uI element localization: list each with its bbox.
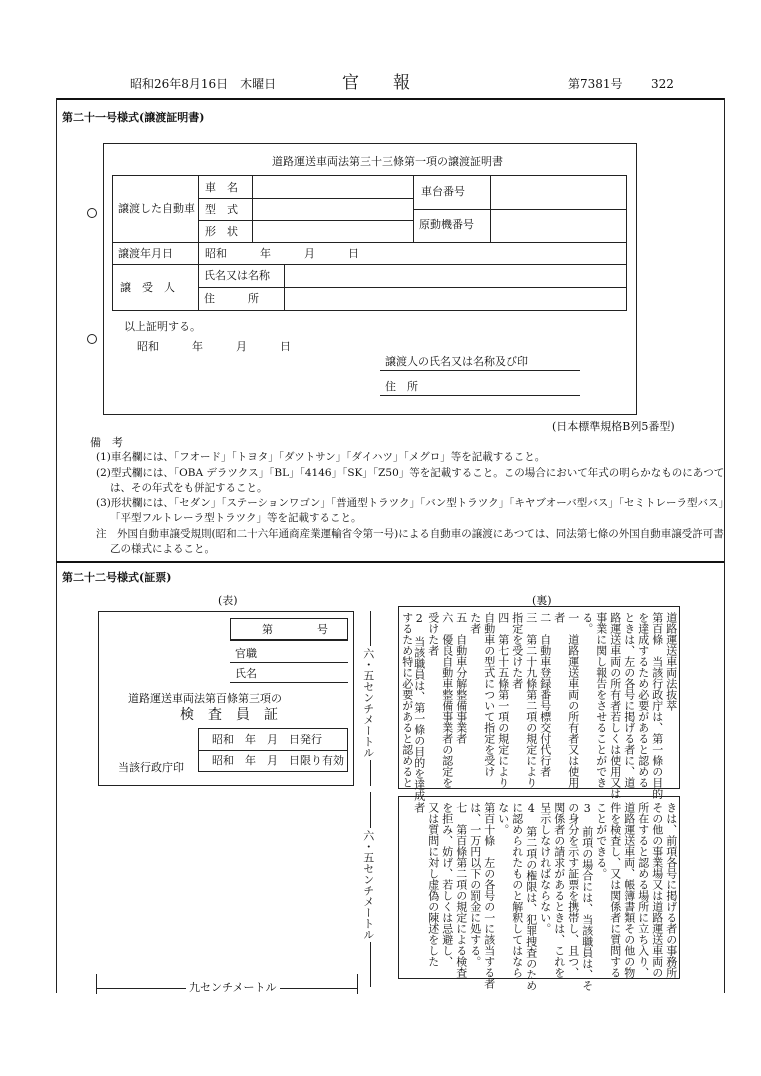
- model-label: 型 式: [205, 203, 238, 216]
- form22-title: 第二十二号様式(証票): [62, 571, 172, 584]
- notes-heading: 備 考: [90, 436, 123, 449]
- back-col1-line: を達成するため必要があると認める: [636, 612, 650, 788]
- back-col2-line: 4 第二項の権限は、犯罪捜査のため: [524, 802, 538, 991]
- note-line: 注 外国自動車譲受規則(昭和二十六年通商産業運輸省令第一号)による自動車の譲渡にあつては、同法第七條の外国自動車譲受許可書: [96, 528, 724, 540]
- back-col2-line: ない。: [496, 802, 510, 835]
- back-col1-line: するため特に必要があると認めると: [400, 612, 414, 788]
- back-col2-line: ことができる。: [594, 802, 608, 879]
- note-line: (3)形状欄には、「セダン」「ステーションワゴン」「普通型トラツク」「バン型トラツク」「キヤブオーバ型バス」「セミトレーラ型バス」: [96, 497, 730, 509]
- back-col2-line: 第百十條 左の各号の一に該当する者: [482, 802, 496, 989]
- back-col2-line: 呈示しなければならない。: [538, 802, 552, 934]
- punch-hole-icon: [87, 208, 97, 218]
- front-label: (表): [218, 594, 238, 607]
- table-rule: [198, 175, 199, 311]
- note-line: (2)型式欄には、「OBA デラツクス」「BL」「4146」「SK」「Z50」等を記載すること。この場合において年式の明らかなものにあつて: [96, 467, 725, 479]
- header-page: 322: [651, 77, 674, 91]
- back-col2-line: 関係者の請求があるときは、これを: [552, 802, 566, 978]
- card-name: 氏名: [235, 667, 257, 680]
- punch-hole-icon: [87, 334, 97, 344]
- note-line: 乙の様式によること。: [110, 543, 215, 555]
- transferor-label: 譲渡人の氏名又は名称及び印: [385, 355, 528, 368]
- back-col2-line: 件を検査し、又は関係者に質問する: [608, 802, 622, 978]
- page-border-right: [724, 98, 725, 993]
- back-col1-line: 二 自動車登録番号標交付代行者: [538, 612, 552, 777]
- back-col1-line: 一 道路運送車両の所有者又は使用: [566, 612, 580, 788]
- table-rule: [198, 198, 413, 199]
- back-col2-line: 3 前項の場合には、当該職員は、そ: [580, 802, 594, 991]
- back-col1-line: 指定を受けた者: [510, 612, 524, 689]
- card-rule: [230, 662, 348, 663]
- table-rule: [198, 287, 627, 288]
- back-col1-line: 路運送車両の所有者若しくは使用又は: [608, 612, 622, 799]
- form21-table: [112, 175, 627, 311]
- back-col2-line: その他の事業場又は道路運送車両の: [650, 802, 664, 978]
- size-note: (日本標準規格B列5番型): [552, 420, 675, 433]
- transferor-address: 住 所: [385, 380, 418, 393]
- table-rule: [198, 220, 413, 221]
- dimension-tick: [357, 974, 358, 994]
- back-col1-line: る。: [580, 612, 594, 634]
- address-line: [380, 395, 580, 396]
- back-col1-line: 六 優良自動車整備事業者の認定を: [440, 612, 454, 788]
- back-col2-line: 者: [412, 802, 426, 813]
- back-col2-line: 又は質問に対し虚偽の陳述をした: [426, 802, 440, 967]
- back-col1-line: 自動車の型式について指定を受け: [482, 612, 496, 777]
- card-number: 第 号: [262, 623, 328, 636]
- form21-title: 第二十一号様式(譲渡証明書): [62, 111, 205, 124]
- back-col1-line: 者: [552, 612, 566, 623]
- header-date: 昭和26年8月16日 木曜日: [130, 77, 277, 91]
- header-rule: [56, 98, 724, 100]
- transfer-date-label: 譲渡年月日: [118, 247, 173, 260]
- back-col1-line: 事業に関し報告をさせることができ: [594, 612, 608, 788]
- card-rule: [198, 750, 348, 751]
- note-line: は、その年式をも併記すること。: [110, 482, 268, 494]
- table-rule: [284, 264, 285, 311]
- back-col2-line: 所在すると認める場所に立ち入り、: [636, 802, 650, 978]
- back-col1-line: 道路運送車両法抜萃: [664, 612, 678, 711]
- table-rule: [112, 264, 627, 265]
- dim-width-label: 九センチメートル: [186, 982, 280, 993]
- vehicle-label: 譲渡した自動車: [118, 202, 195, 215]
- back-col1-line: た者: [468, 612, 482, 634]
- address-label: 住 所: [204, 292, 259, 305]
- certify-text: 以上証明する。: [124, 320, 201, 333]
- back-col1-line: 五 自動車分解整備事業者: [454, 612, 468, 744]
- header-issue: 第7381号: [568, 77, 623, 91]
- back-col1-line: ときは、左の各号に掲げる者に、道: [622, 612, 636, 788]
- note-line: 「平型フルトレーラ型トラツク」等を記載すること。: [110, 512, 362, 524]
- back-col1-line: 受けた者: [426, 612, 440, 656]
- back-col1-line: 第百條 当該行政庁は、第一條の目的: [650, 612, 664, 799]
- dimension-tick: [96, 974, 97, 994]
- note-line: (1)車名欄には、「フオード」「トヨタ」「ダツトサン」「ダイハツ」「メグロ」等を記載すること。: [96, 451, 546, 463]
- back-col1-line: 2 当該職員は、第一條の目的を達成: [412, 612, 426, 801]
- back-col2-line: の身分を示す証票を携帯し、且つ、: [566, 802, 580, 978]
- car-name-label: 車 名: [205, 181, 238, 194]
- card-valid: 昭和 年 月 日限り有効: [212, 754, 344, 767]
- engine-label: 原動機番号: [419, 218, 474, 231]
- chassis-label: 車台番号: [421, 185, 465, 198]
- back-col2-line: きは、前項各号に掲げる者の事務所: [664, 802, 678, 978]
- card-law-ref: 道路運送車両法第百條第三項の: [128, 692, 282, 705]
- back-col2-line: は、一万円以下の罰金に処する。: [468, 802, 482, 967]
- back-col2-line: 七 第百條第二項の規定による検査: [454, 802, 468, 978]
- dim-height-label: 六・五センチメートル: [361, 830, 375, 940]
- table-rule: [252, 175, 253, 242]
- section-divider: [56, 561, 724, 563]
- name-label: 氏名又は名称: [204, 269, 270, 282]
- card-rule: [230, 682, 348, 683]
- back-label: (裏): [532, 594, 552, 607]
- table-rule: [112, 242, 627, 243]
- header-title: 官 報: [342, 73, 410, 93]
- table-rule: [413, 209, 627, 210]
- page-border-left: [56, 98, 57, 993]
- dim-height-label: 六・五センチメートル: [361, 648, 375, 758]
- transferor-line: [380, 370, 580, 371]
- card-agency: 当該行政庁印: [118, 761, 184, 774]
- shape-label: 形 状: [205, 225, 238, 238]
- back-col2-line: に認められたものと解釈してはなら: [510, 802, 524, 978]
- transfer-date-value: 昭和 年 月 日: [205, 247, 359, 260]
- back-col1-line: 三 第二十九條第二項の規定により: [524, 612, 538, 788]
- card-issued: 昭和 年 月 日発行: [212, 733, 322, 746]
- back-col1-line: 四 第七十五條第一項の規定により: [496, 612, 510, 788]
- cert-date: 昭和 年 月 日: [137, 340, 291, 353]
- recipient-label: 譲 受 人: [120, 281, 175, 294]
- form21-heading: 道路運送車両法第三十三條第一項の譲渡証明書: [272, 155, 503, 168]
- back-col2-line: 道路運送車両、帳簿書類その他の物: [622, 802, 636, 978]
- table-rule: [413, 175, 414, 242]
- table-rule: [490, 175, 491, 242]
- card-title: 検 査 員 証: [180, 707, 278, 723]
- card-rule: [230, 640, 348, 641]
- card-official: 官職: [235, 647, 257, 660]
- back-col2-line: を拒み、妨げ、若しくは忌避し、: [440, 802, 454, 967]
